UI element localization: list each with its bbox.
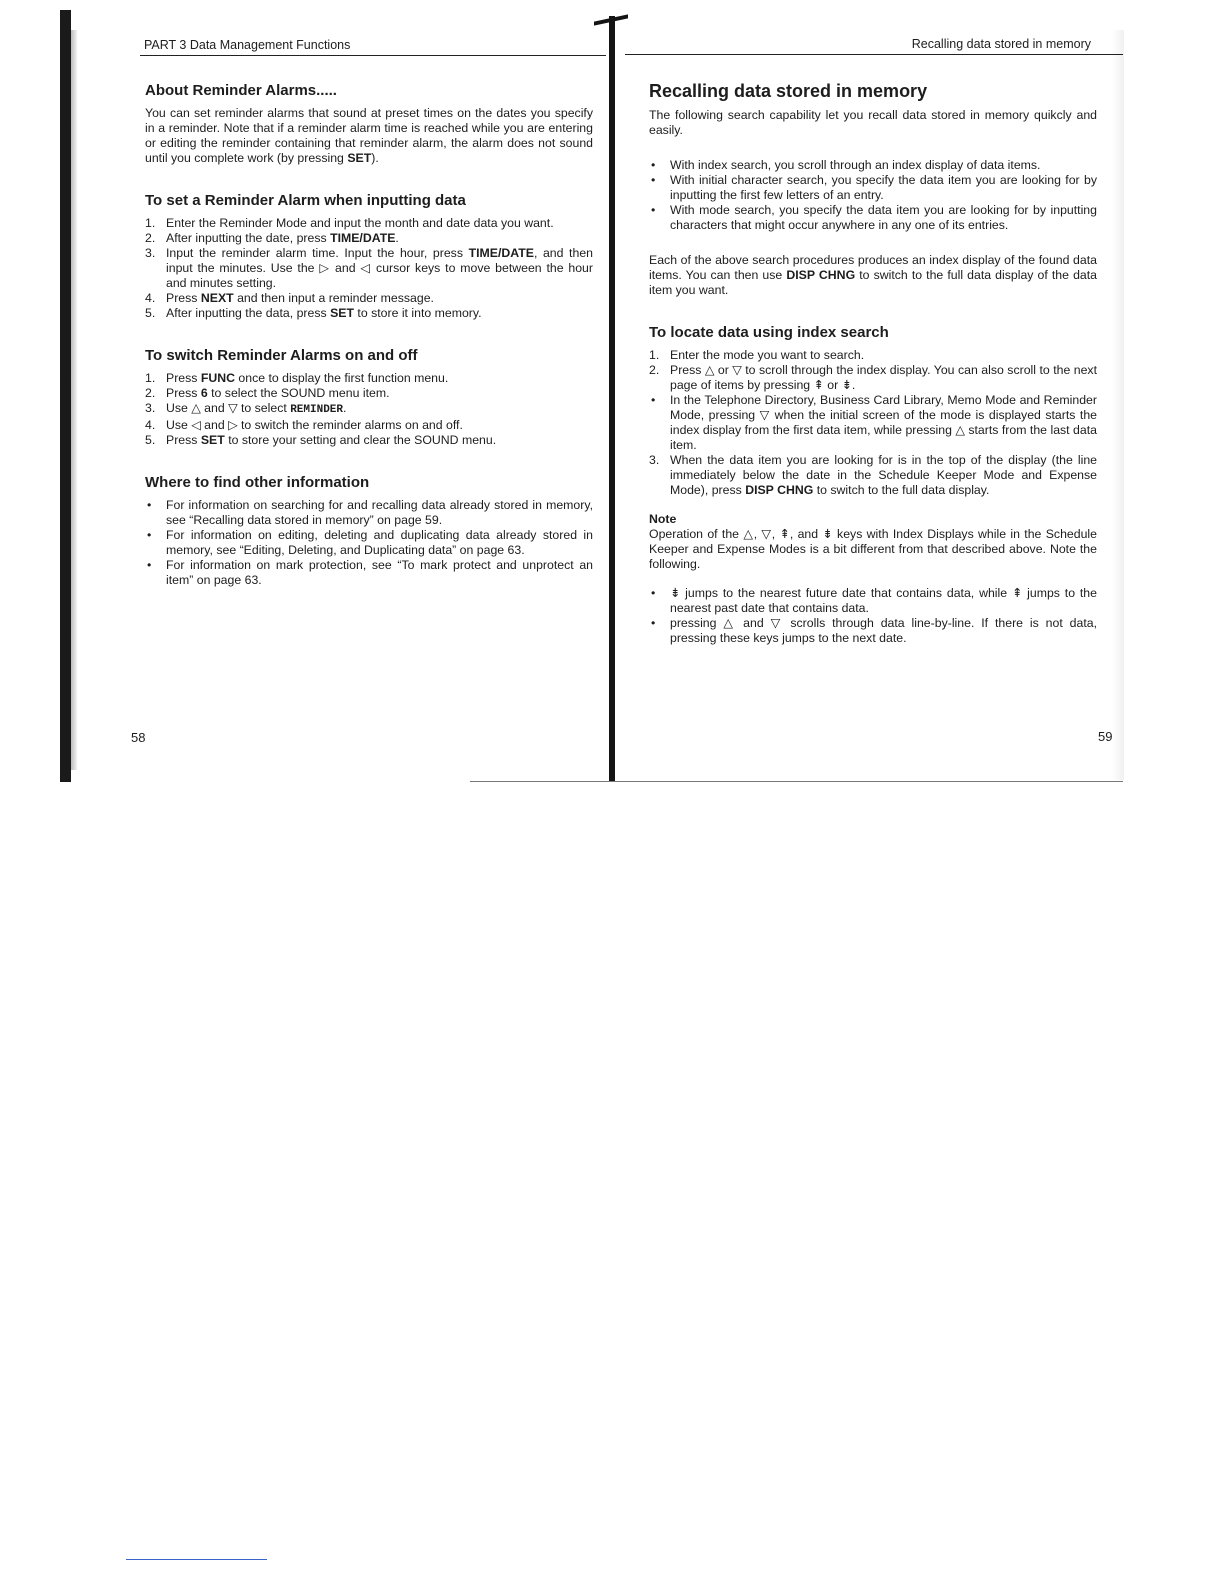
right-page <box>649 80 1097 646</box>
section-title-switch-reminder-alarms: To switch Reminder Alarms on and off <box>145 347 418 364</box>
scan-shadow-right <box>1112 30 1124 780</box>
section-title-set-reminder-alarm: To set a Reminder Alarm when inputting data <box>145 192 466 209</box>
list-item: 1. Enter the mode you want to search. <box>649 348 865 362</box>
list-item: 2. Press △ or ▽ to scroll through the index display. You can also scroll to the next page of items by pressing ⇞ or ⇟. <box>649 363 1097 392</box>
scan-shadow-left <box>71 30 77 770</box>
document-spread <box>0 0 1224 790</box>
list-item: 3. When the data item you are looking for is in the top of the display (the line immediately below the date in the Schedule Keeper Mode and Expense Mode), press DISP CHNG to switch to the full data display. <box>649 453 1097 497</box>
section-title-about-reminder-alarms: About Reminder Alarms..... <box>145 82 337 99</box>
paragraph: The following search capability let you recall data stored in memory quikcly and easily. <box>649 108 1097 137</box>
header-rule-left <box>140 55 606 56</box>
bullet-item: • With index search, you scroll through an index display of data items. <box>651 158 1041 172</box>
list-item: 2. After inputting the date, press TIME/DATE. <box>145 231 399 245</box>
section-title-other-information: Where to find other information <box>145 474 370 491</box>
running-header-left: PART 3 Data Management Functions <box>144 38 351 52</box>
bullet-item: • In the Telephone Directory, Business Card Library, Memo Mode and Reminder Mode, pressing ▽ when the initial screen of the mode is displayed starts the index display from the first data item, while pressing △ starts from the last data item. <box>651 393 1097 452</box>
list-item: 3. Input the reminder alarm time. Input the hour, press TIME/DATE, and then input the minutes. Use the ▷ and ◁ cursor keys to move between the hour and minutes setting. <box>145 246 593 290</box>
header-rule-right <box>625 54 1123 55</box>
list-item: 1. Enter the Reminder Mode and input the month and date data you want. <box>145 216 554 230</box>
scan-binding-left <box>60 10 71 782</box>
paragraph: You can set reminder alarms that sound at preset times on the dates you specify in a reminder. Note that if a reminder alarm time is reached while you are entering or editing the reminder containing that reminder alarm, the alarm does not sound until you complete work (by pressing SET). <box>145 106 593 165</box>
footer-rule <box>470 781 1123 782</box>
bullet-item: • ⇟ jumps to the nearest future date that contains data, while ⇞ jumps to the nearest past date that contains data. <box>651 586 1097 615</box>
list-item: 4. Press NEXT and then input a reminder message. <box>145 291 434 305</box>
note-paragraph: Operation of the △, ▽, ⇞, and ⇟ keys with Index Displays while in the Schedule Keeper and Expense Modes is a bit different from that described above. Note the following. <box>649 527 1097 571</box>
running-header-right: Recalling data stored in memory <box>911 37 1091 51</box>
bottom-link-line <box>126 1559 267 1560</box>
paragraph: Each of the above search procedures produces an index display of the found data items. You can then use DISP CHNG to switch to the full data display of the data item you want. <box>649 253 1097 297</box>
section-title-index-search: To locate data using index search <box>649 324 889 341</box>
note-title: Note <box>649 512 677 526</box>
list-item: 5. Press SET to store your setting and clear the SOUND menu. <box>145 433 497 447</box>
bullet-item: • For information on mark protection, see “To mark protect and unprotect an item” on page 63. <box>147 558 593 587</box>
bullet-item: • pressing △ and ▽ scrolls through data line-by-line. If there is not data, pressing these keys jumps to the next date. <box>651 616 1097 645</box>
bullet-item: • For information on searching for and recalling data already stored in memory, see “Recalling data stored in memory” on page 59. <box>147 498 593 527</box>
bullet-item: • With mode search, you specify the data item you are looking for by inputting characters that might occur anywhere in any one of its entries. <box>651 203 1097 232</box>
list-item: 5. After inputting the data, press SET to store it into memory. <box>145 306 482 320</box>
book-gutter <box>604 10 620 782</box>
bullet-item: • With initial character search, you specify the data item you are looking for by inputting the first few letters of an entry. <box>651 173 1097 202</box>
list-item: 3. Use △ and ▽ to select REMINDER. <box>145 401 347 416</box>
bullet-item: • For information on editing, deleting and duplicating data already stored in memory, see “Editing, Deleting, and Duplicating data” on page 63. <box>147 528 593 557</box>
page-title: Recalling data stored in memory <box>649 81 928 101</box>
left-page <box>145 82 593 588</box>
list-item: 1. Press FUNC once to display the first function menu. <box>145 371 449 385</box>
page-number-right: 59 <box>1098 729 1113 744</box>
list-item: 2. Press 6 to select the SOUND menu item. <box>145 386 390 400</box>
list-item: 4. Use ◁ and ▷ to switch the reminder alarms on and off. <box>145 418 463 432</box>
page-number-left: 58 <box>131 730 146 745</box>
